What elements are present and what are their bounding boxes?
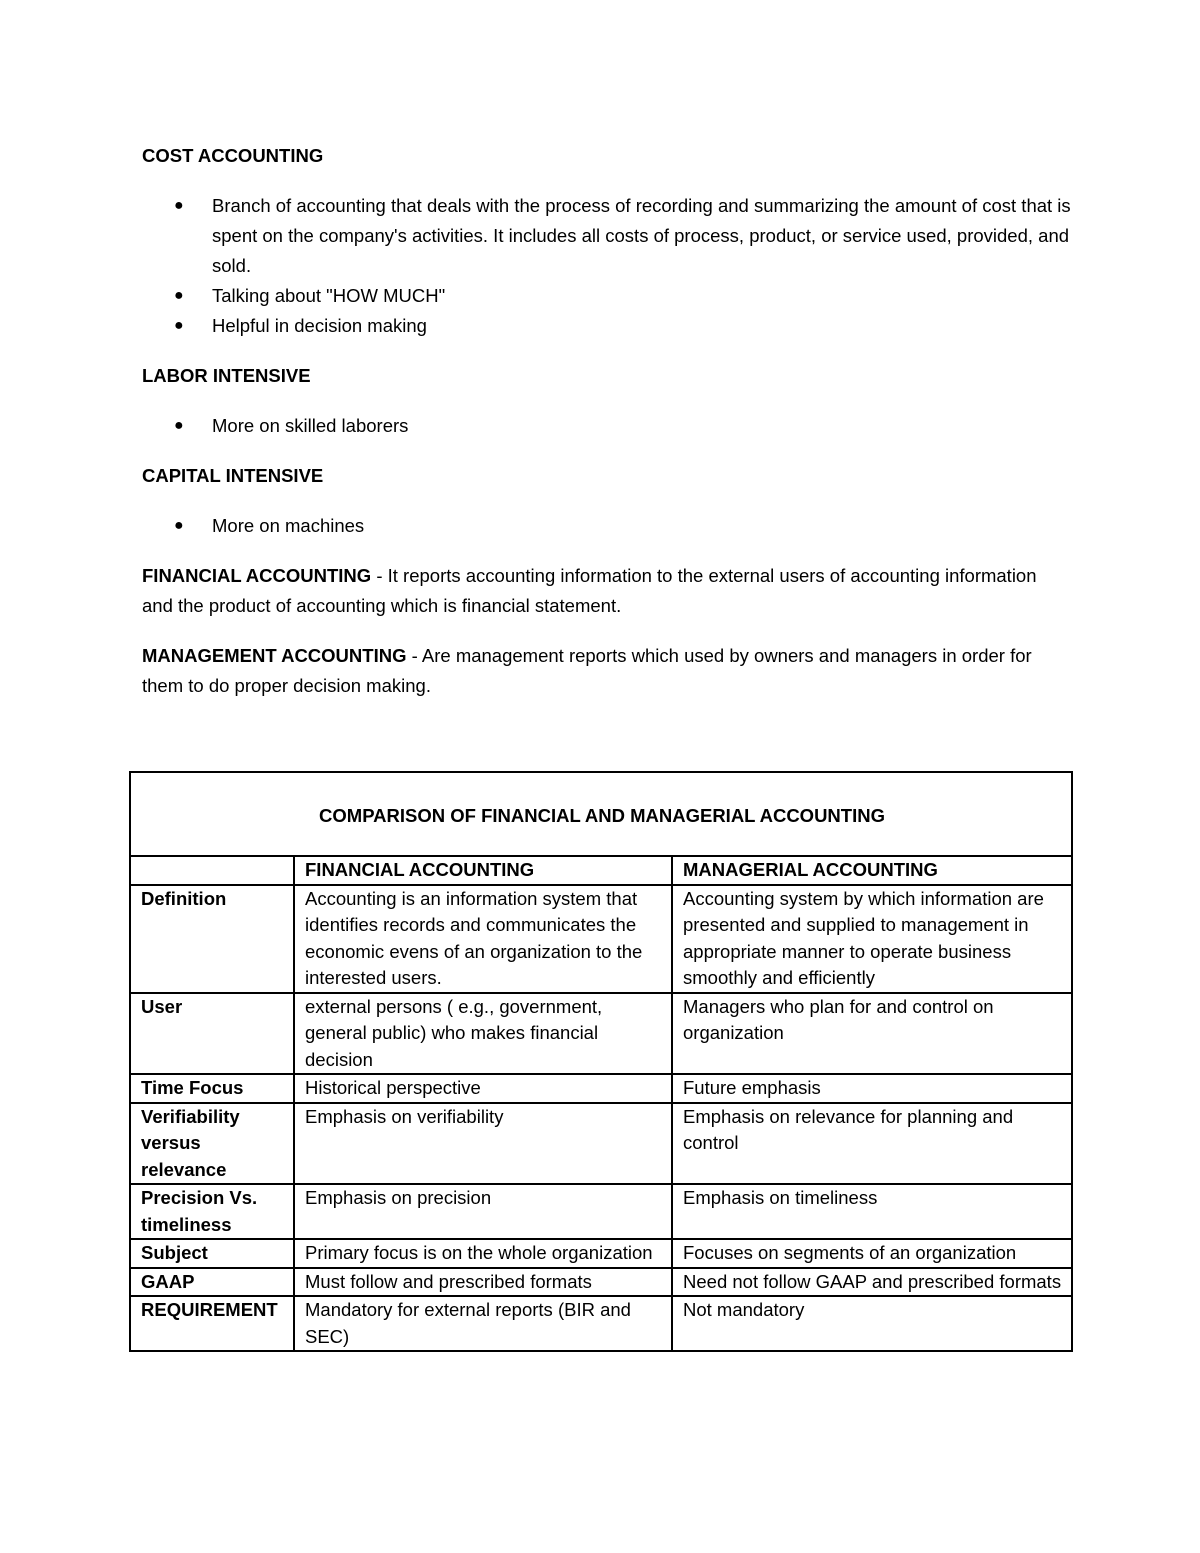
- table-header-row: [130, 856, 1072, 885]
- table-cell: Need not follow GAAP and prescribed formats: [672, 1268, 1072, 1297]
- bullet-icon: ●: [174, 287, 184, 304]
- table-row: [130, 1074, 1072, 1103]
- comparison-table: [129, 771, 1073, 1352]
- table-row: [130, 1184, 1072, 1239]
- table-row: [130, 1296, 1072, 1351]
- table-cell: Emphasis on timeliness: [672, 1184, 1072, 1239]
- row-label: GAAP: [130, 1268, 294, 1297]
- table-cell: Mandatory for external reports (BIR and SEC): [294, 1296, 672, 1351]
- table-cell: Primary focus is on the whole organization: [294, 1239, 672, 1268]
- list-item: ● Branch of accounting that deals with the process of recording and summarizing the amount of cost that is spent on the company's activities. It includes all costs of process, product, or service used, provided, and sold.: [142, 191, 1072, 281]
- row-label: Definition: [130, 885, 294, 993]
- list-item: ● More on machines: [142, 511, 1072, 541]
- financial-accounting-paragraph: [142, 561, 1072, 621]
- cost-accounting-heading: COST ACCOUNTING: [142, 145, 324, 166]
- bullet-icon: ●: [174, 317, 184, 334]
- table-cell: Focuses on segments of an organization: [672, 1239, 1072, 1268]
- table-cell: Future emphasis: [672, 1074, 1072, 1103]
- row-label: Subject: [130, 1239, 294, 1268]
- table-title: COMPARISON OF FINANCIAL AND MANAGERIAL ACCOUNTING: [130, 772, 1072, 856]
- list-item: ● Talking about "HOW MUCH": [142, 281, 1072, 311]
- table-title-row: [130, 772, 1072, 856]
- table-cell: Accounting is an information system that identifies records and communicates the economic evens of an organization to the interested users.: [294, 885, 672, 993]
- financial-accounting-term: FINANCIAL ACCOUNTING: [142, 565, 372, 586]
- financial-accounting-text: - It reports accounting information to the external users of accounting information and the product of accounting which is financial statement.: [142, 565, 1037, 616]
- column-header: FINANCIAL ACCOUNTING: [294, 856, 672, 885]
- management-accounting-term: MANAGEMENT ACCOUNTING: [142, 645, 407, 666]
- labor-intensive-heading: LABOR INTENSIVE: [142, 365, 311, 386]
- bullet-icon: ●: [174, 197, 184, 214]
- row-label: REQUIREMENT: [130, 1296, 294, 1351]
- table-cell: Not mandatory: [672, 1296, 1072, 1351]
- table-row: [130, 1268, 1072, 1297]
- table-row: [130, 993, 1072, 1075]
- list-item: ● Helpful in decision making: [142, 311, 1072, 341]
- cost-accounting-list: [142, 191, 1072, 341]
- row-label: Precision Vs. timeliness: [130, 1184, 294, 1239]
- table-cell: Emphasis on relevance for planning and control: [672, 1103, 1072, 1185]
- labor-intensive-list: [142, 411, 1072, 441]
- table-row: [130, 885, 1072, 993]
- row-label: Time Focus: [130, 1074, 294, 1103]
- column-header: [130, 856, 294, 885]
- row-label: Verifiability versus relevance: [130, 1103, 294, 1185]
- bullet-icon: ●: [174, 417, 184, 434]
- table-row: [130, 1239, 1072, 1268]
- table-row: [130, 1103, 1072, 1185]
- capital-intensive-heading: CAPITAL INTENSIVE: [142, 465, 324, 486]
- table-cell: Must follow and prescribed formats: [294, 1268, 672, 1297]
- row-label: User: [130, 993, 294, 1075]
- table-cell: Historical perspective: [294, 1074, 672, 1103]
- table-cell: Emphasis on precision: [294, 1184, 672, 1239]
- management-accounting-paragraph: [142, 641, 1072, 701]
- document-body: [142, 141, 1072, 721]
- column-header: MANAGERIAL ACCOUNTING: [672, 856, 1072, 885]
- management-accounting-text: - Are management reports which used by owners and managers in order for them to do proper decision making.: [142, 645, 1032, 696]
- table-cell: Emphasis on verifiability: [294, 1103, 672, 1185]
- table-cell: external persons ( e.g., government, general public) who makes financial decision: [294, 993, 672, 1075]
- bullet-icon: ●: [174, 517, 184, 534]
- list-item: ● More on skilled laborers: [142, 411, 1072, 441]
- table-cell: Managers who plan for and control on organization: [672, 993, 1072, 1075]
- capital-intensive-list: [142, 511, 1072, 541]
- table-cell: Accounting system by which information are presented and supplied to management in appropriate manner to operate business smoothly and efficiently: [672, 885, 1072, 993]
